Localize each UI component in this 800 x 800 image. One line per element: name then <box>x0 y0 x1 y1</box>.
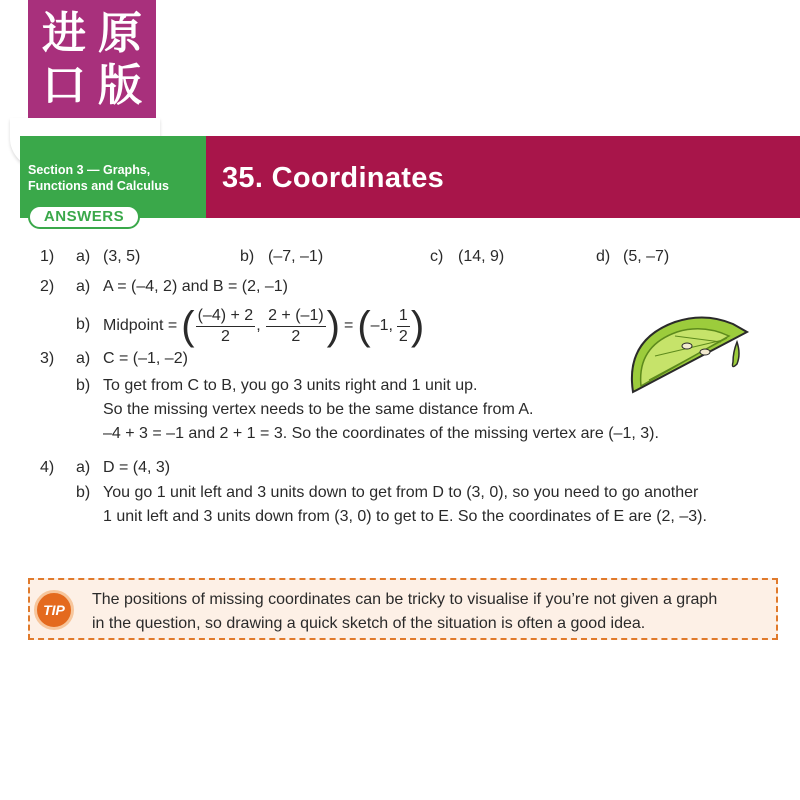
q4-b-line-1: You go 1 unit left and 3 units down to get from D to (3, 0), so you need to go another <box>103 484 699 501</box>
fraction-x-denominator: 2 <box>220 327 230 345</box>
logo-char-2: 原 <box>98 8 142 59</box>
page-title: 35. Coordinates <box>222 162 445 194</box>
q1-b-label: b) <box>240 248 255 265</box>
q4-number: 4) <box>40 459 55 476</box>
logo-char-3: 口 <box>42 60 86 111</box>
midpoint-result-x: –1, <box>370 317 393 334</box>
tip-text <box>92 588 772 636</box>
q2-a-label: a) <box>76 278 91 295</box>
open-paren-result: ( <box>357 304 371 348</box>
fraction-y-denominator: 2 <box>291 327 301 345</box>
fraction-result-numerator: 1 <box>397 306 410 327</box>
q2-a-answer: A = (–4, 2) and B = (2, –1) <box>103 278 288 295</box>
q1-c-label: c) <box>430 248 444 265</box>
q3-number: 3) <box>40 350 55 367</box>
midpoint-formula <box>103 304 424 348</box>
answers-badge: ANSWERS <box>28 205 140 229</box>
midpoint-prefix: Midpoint = <box>103 317 178 334</box>
q4-a-label: a) <box>76 459 91 476</box>
equals-sign: = <box>344 317 354 334</box>
open-paren: ( <box>181 304 195 348</box>
close-paren: ) <box>326 304 340 348</box>
q1-d-label: d) <box>596 248 611 265</box>
tip-line-2: in the question, so drawing a quick sketch of the situation is often a good idea. <box>92 615 646 632</box>
fraction-result <box>397 306 410 347</box>
q3-b-line-2: So the missing vertex needs to be the same distance from A. <box>103 401 534 418</box>
q1-a-answer: (3, 5) <box>103 248 141 265</box>
fraction-y <box>266 306 326 347</box>
close-paren-result: ) <box>410 304 425 348</box>
tip-badge: TIP <box>34 590 74 630</box>
tip-line-1: The positions of missing coordinates can be tricky to visualise if you’re not given a graph <box>92 591 718 608</box>
q3-a-answer: C = (–1, –2) <box>103 350 188 367</box>
logo-characters <box>36 8 148 112</box>
q1-b-answer: (–7, –1) <box>268 248 324 265</box>
lime-slice-illustration <box>625 300 755 400</box>
q4-b-label: b) <box>76 484 91 501</box>
q3-b-label: b) <box>76 377 91 394</box>
q4-b-line-2: 1 unit left and 3 units down from (3, 0) to get to E. So the coordinates of E are (2, –3). <box>103 508 707 525</box>
q4-a-answer: D = (4, 3) <box>103 459 171 476</box>
logo-char-1: 进 <box>42 8 86 59</box>
q1-number: 1) <box>40 248 55 265</box>
section-label <box>28 162 204 194</box>
q2-b-label: b) <box>76 316 91 333</box>
q1-d-answer: (5, –7) <box>623 248 670 265</box>
q2-number: 2) <box>40 278 55 295</box>
fraction-result-denominator: 2 <box>398 327 408 345</box>
fraction-x-numerator: (–4) + 2 <box>196 306 256 327</box>
q3-b-line-3: –4 + 3 = –1 and 2 + 1 = 3. So the coordinates of the missing vertex are (–1, 3). <box>103 425 659 442</box>
section-line-2: Functions and Calculus <box>28 179 169 193</box>
fraction-x <box>196 306 256 347</box>
q1-a-label: a) <box>76 248 91 265</box>
q1-c-answer: (14, 9) <box>458 248 505 265</box>
logo-char-4: 版 <box>98 60 142 111</box>
comma: , <box>256 317 266 334</box>
section-line-1: Section 3 — Graphs, <box>28 163 151 177</box>
fraction-y-numerator: 2 + (–1) <box>266 306 326 327</box>
q3-b-line-1: To get from C to B, you go 3 units right and 1 unit up. <box>103 377 478 394</box>
q3-a-label: a) <box>76 350 91 367</box>
